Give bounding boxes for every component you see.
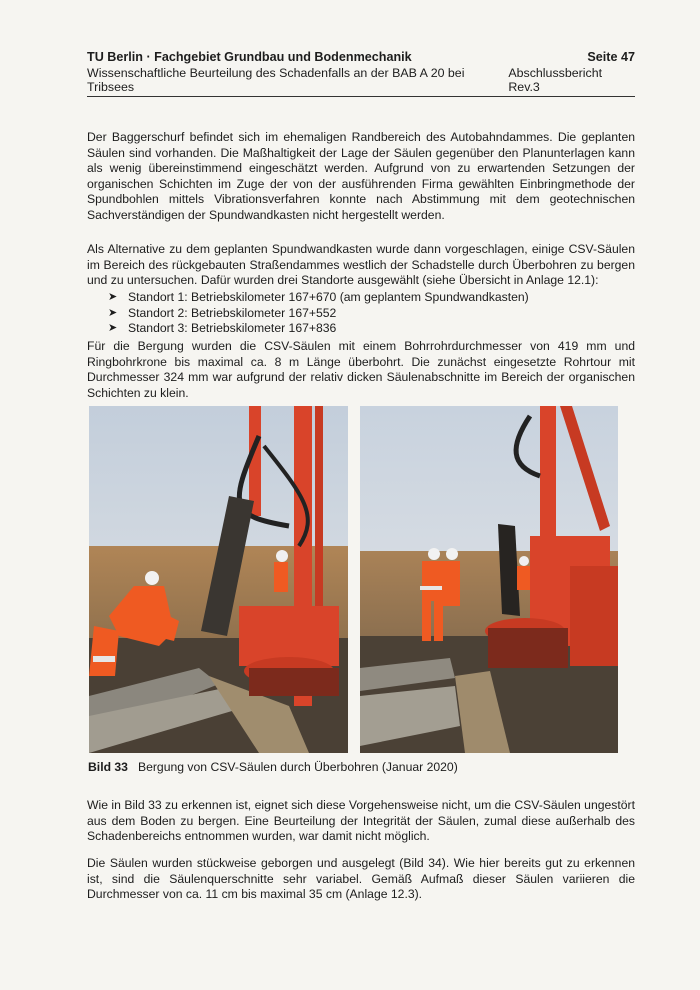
header-title: TU Berlin · Fachgebiet Grundbau und Bodenmechanik (87, 50, 412, 64)
list-item: ➤ Standort 1: Betriebskilometer 167+670 (am geplantem Spundwandkasten) (108, 290, 529, 304)
arrow-bullet-icon: ➤ (108, 291, 118, 303)
figure-caption (88, 760, 458, 774)
figure-label: Bild 33 (88, 760, 128, 774)
drilling-photo-right (360, 406, 618, 753)
header-revision: Abschlussbericht Rev.3 (508, 66, 603, 94)
list-item: ➤ Standort 2: Betriebskilometer 167+552 (108, 305, 337, 320)
arrow-bullet-icon: ➤ (108, 306, 118, 319)
site-list (108, 290, 529, 337)
paragraph-3: Für die Bergung wurden die CSV-Säulen mit einem Bohrrohrdurchmesser von 419 mm und Ringbohrkrone bis maximal ca. 8 m Länge überbohrt. Die zunächst eingesetzte Rohrtour mit Durchmesser 324 mm war aufgrund der relativ dicken Säulenabschnitte im Bereich der organischen Schichten zu klein. (87, 339, 635, 400)
page-header (87, 50, 635, 97)
arrow-bullet-icon: ➤ (108, 322, 118, 335)
paragraph-2: Als Alternative zu dem geplanten Spundwandkasten wurde dann vorgeschlagen, einige CSV-Säulen im Bereich des rückgebauten Straßendammes westlich der Schadstelle durch Überbohren zu bergen und zu untersuchen. Dafür wurden drei Standorte ausgewählt (siehe Übersicht in Anlage 12.1): (87, 242, 635, 288)
figure-caption-text: Bergung von CSV-Säulen durch Überbohren (Januar 2020) (137, 760, 458, 774)
drilling-photo-left (89, 406, 348, 753)
list-item: ➤ Standort 3: Betriebskilometer 167+836 (108, 321, 337, 336)
paragraph-1: Der Baggerschurf befindet sich im ehemaligen Randbereich des Autobahndammes. Die geplanten Säulen sind vorhanden. Die Maßhaltigkeit der Lage der Säulen gegenüber den Planunterlagen kann als wenig übereinstimmend eingeschätzt werden. Aufgrund von zu erwartenden Setzungen der organischen Schichten im Zuge der von der ausführenden Firma gewählten Einbringmethode der Spundbohlen mittels Vibrationsverfahren konnte nach Abstimmung mit dem geotechnischen Sachverständigen der Spundwandkasten nicht hergestellt werden. (87, 130, 635, 222)
header-subtitle: Wissenschaftliche Beurteilung des Schadenfalls an der BAB A 20 bei Tribsees (87, 66, 465, 94)
paragraph-4: Wie in Bild 33 zu erkennen ist, eignet sich diese Vorgehensweise nicht, um die CSV-Säulen ungestört aus dem Boden zu bergen. Eine Beurteilung der Integrität der Säulen, zumal diese außerhalb des Schadenbereichs entnommen wurden, war damit nicht möglich. (87, 798, 635, 844)
page-number: Seite 47 (587, 50, 635, 64)
paragraph-5: Die Säulen wurden stückweise geborgen und ausgelegt (Bild 34). Wie hier bereits gut zu erkennen ist, sind die Säulenquerschnitte sehr variabel. Gemäß Aufmaß dieser Säulen variieren die Durchmesser von ca. 11 cm bis maximal 35 cm (Anlage 12.3). (87, 856, 635, 902)
